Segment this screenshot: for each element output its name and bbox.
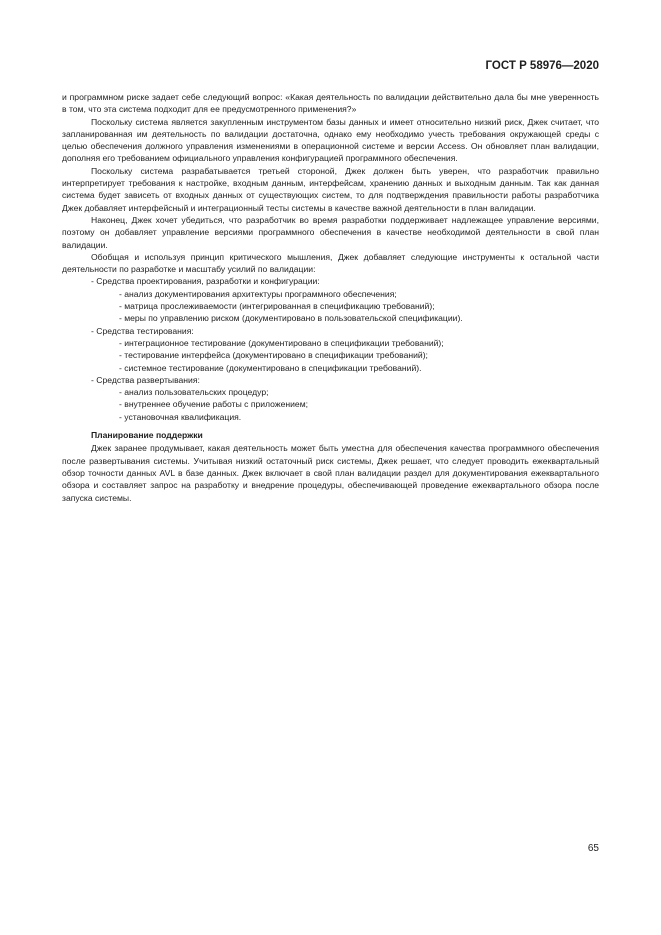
paragraph: Наконец, Джек хочет убедиться, что разработчик во время разработки поддерживает надлежащее управление версиями, поэтому он добавляет управление версиями программного обеспечения в качестве необходимой деятельности в свой план валидации. xyxy=(62,214,599,250)
list-item: - Средства тестирования: xyxy=(91,325,194,336)
list-subitem: - матрица прослеживаемости (интегрированная в спецификацию требований); xyxy=(119,301,435,312)
paragraph: Обобщая и используя принцип критического мышления, Джек добавляет следующие инструменты к остальной части деятельности по разработке и масштабу усилий по валидации: xyxy=(62,251,599,275)
paragraph: Поскольку система разрабатывается третьей стороной, Джек должен быть уверен, что разработчик правильно интерпретирует требования к настройке, входным данным, интерфейсам, хранению данных и выходным данным. Так как данная система будет зависеть от входных данных от существующих систем, то для подтверждения правильности работы разработчика Джек добавляет интерфейсный и интеграционный тесты системы в качестве важной деятельности в план валидации. xyxy=(62,165,599,213)
list-subitem: - меры по управлению риском (документировано в пользовательской спецификации). xyxy=(119,313,463,324)
list-subitem: - тестирование интерфейса (документировано в спецификации требований); xyxy=(119,350,428,361)
list-subitem: - анализ пользовательских процедур; xyxy=(119,387,269,398)
list-subitem: - интеграционное тестирование (документировано в спецификации требований); xyxy=(119,337,444,348)
document-body xyxy=(62,91,599,504)
list-subitem: - установочная квалификация. xyxy=(119,411,242,422)
list-subitem: - системное тестирование (документировано в спецификации требований). xyxy=(119,362,422,373)
section-heading: Планирование поддержки xyxy=(91,430,203,441)
list-item: - Средства развертывания: xyxy=(91,374,200,385)
page-number: 65 xyxy=(587,843,599,854)
list-item: - Средства проектирования, разработки и конфигурации: xyxy=(91,276,320,287)
document-header: ГОСТ Р 58976—2020 xyxy=(485,60,599,72)
list-subitem: - анализ документирования архитектуры программного обеспечения; xyxy=(119,288,397,299)
paragraph: Джек заранее продумывает, какая деятельность может быть уместна для обеспечения качества программного обеспечения после развертывания системы. Учитывая низкий остаточный риск системы, Джек решает, что следует проводить ежеквартальный обзор точности данных AVL в базе данных. Джек включает в свой план валидации раздел для документирования ежеквартального обзора и составляет запрос на разработку и внедрение процедуры, обеспечивающей проведение ежеквартального обзора после запуска системы. xyxy=(62,443,599,503)
list-subitem: - внутреннее обучение работы с приложением; xyxy=(119,399,309,410)
paragraph: Поскольку система является закупленным инструментом базы данных и имеет относительно низкий риск, Джек считает, что запланированная им деятельность по валидации достаточна, однако ему необходимо учесть требования окружающей среды с целью обеспечения должного управления изменениями в операционной системе и версии Access. Он обновляет план валидации, дополняя его требованием официального управления конфигурацией программного обеспечения. xyxy=(62,116,599,164)
paragraph: и программном риске задает себе следующий вопрос: «Какая деятельность по валидации действительно дала бы мне уверенность в том, что эта система подходит для ее предусмотренного применения?» xyxy=(62,92,599,115)
